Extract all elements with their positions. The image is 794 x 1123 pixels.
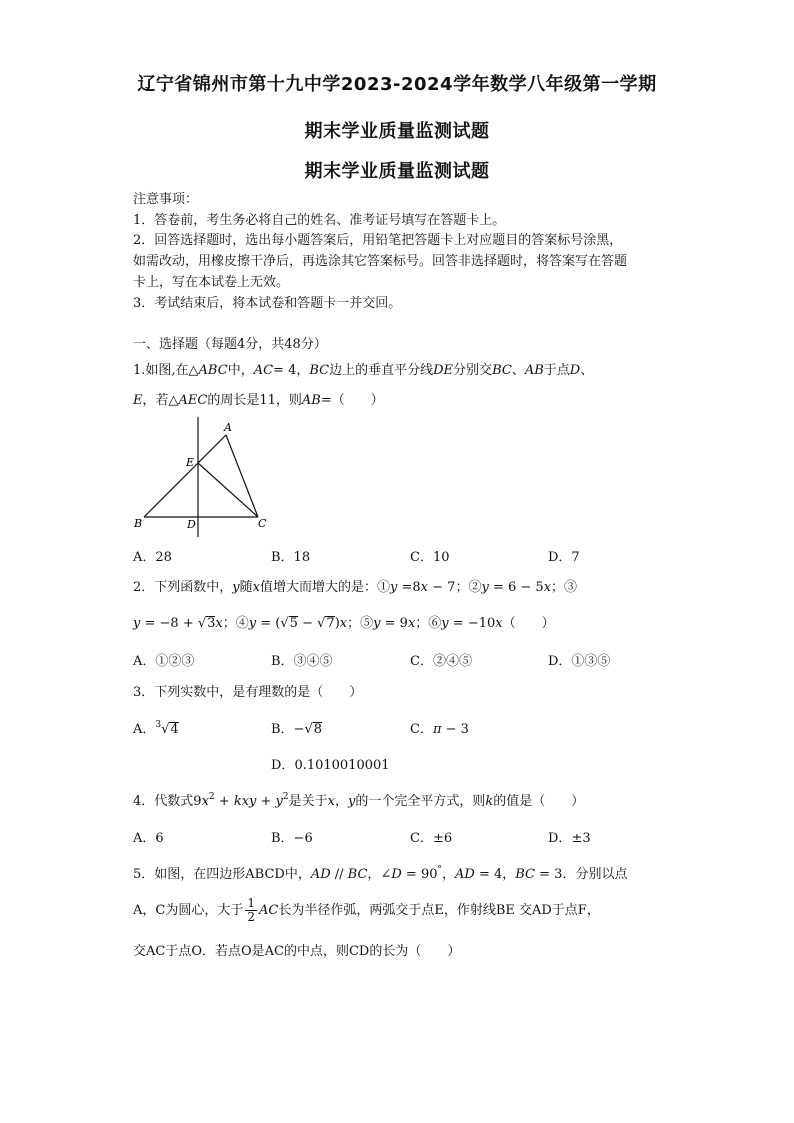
q2-option-c[interactable]: C．②④⑤ xyxy=(410,654,472,669)
notice-item-2a: 2．回答选择题时，选出每小题答案后，用铅笔把答题卡上对应题目的答案标号涂黑， xyxy=(133,233,623,248)
q1-triangle-figure xyxy=(130,415,280,540)
q1-option-c[interactable]: C．10 xyxy=(410,550,450,565)
q5-fraction: $\frac{1}{2}$ xyxy=(247,896,255,924)
label-C: C xyxy=(258,517,267,530)
label-D: D xyxy=(187,518,196,531)
q2-option-b[interactable]: B．③④⑤ xyxy=(271,654,333,669)
q2-option-d[interactable]: D．①③⑤ xyxy=(548,654,611,669)
exam-title-line3: 期末学业质量监测试题 xyxy=(304,161,490,182)
q5-line3: 交AC于点O．若点O是AC的中点，则CD的长为（ ） xyxy=(133,944,461,959)
q3-option-d[interactable]: D．0.1010010001 xyxy=(271,758,390,773)
q4-stem: 4．代数式$9x^2$ + kxy + $y^2$是关于x，y的一个完全平方式，则k的值是（ ） xyxy=(133,792,585,809)
label-B: B xyxy=(134,517,143,530)
q1-line2: E，若△AEC的周长是11，则AB=（ ） xyxy=(133,393,384,408)
label-E: E xyxy=(186,456,195,469)
notice-item-2c: 卡上，写在本试卷上无效。 xyxy=(133,275,290,290)
q3-stem: 3．下列实数中，是有理数的是（ ） xyxy=(133,685,363,700)
q1-option-a[interactable]: A．28 xyxy=(133,550,172,565)
label-A: A xyxy=(224,421,232,434)
q2-line2: y = −8 + √3x；④y = (√5 − √7)x；⑤y = 9x；⑥y = −10x（ ） xyxy=(133,616,555,631)
q1-line1: 1.如图,在△ABC中，AC= 4，BC边上的垂直平分线DE分别交BC、AB于点D、 xyxy=(133,363,594,378)
q1-option-b[interactable]: B．18 xyxy=(271,550,311,565)
section-heading: 一、选择题（每题4分，共48分） xyxy=(133,337,327,352)
q4-option-d[interactable]: D．±3 xyxy=(548,831,591,846)
q3-option-a[interactable]: A．$^3$√4 xyxy=(133,720,179,737)
q4-option-b[interactable]: B．−6 xyxy=(271,831,313,846)
q3-option-c[interactable]: C．π − 3 xyxy=(410,722,469,737)
exam-title-line2: 期末学业质量监测试题 xyxy=(304,121,490,142)
exam-title-line1: 辽宁省锦州市第十九中学2023-2024学年数学八年级第一学期 xyxy=(137,74,657,95)
q5-line1: 5．如图，在四边形ABCD中，AD // BC，∠D = 90°，AD = 4，BC = 3．分别以点 xyxy=(133,865,628,882)
notice-item-1: 1．答卷前，考生务必将自己的姓名、准考证号填写在答题卡上。 xyxy=(133,213,506,228)
q5-line2: A，C为圆心，大于 $\frac{1}{2}$ AC长为半径作弧，两弧交于点E，作射线BE 交AD于点F， xyxy=(133,896,600,924)
notice-heading: 注意事项： xyxy=(133,192,199,207)
q1-option-d[interactable]: D．7 xyxy=(548,550,580,565)
q3-option-b[interactable]: B．−√8 xyxy=(271,722,323,737)
q4-option-c[interactable]: C．±6 xyxy=(410,831,453,846)
notice-item-3: 3．考试结束后，将本试卷和答题卡一并交回。 xyxy=(133,296,402,311)
q2-line1: 2．下列函数中，y随x值增大而增大的是：①y =8x − 7；②y = 6 − 5x；③ xyxy=(133,580,578,595)
q4-option-a[interactable]: A．6 xyxy=(133,831,164,846)
notice-item-2b: 如需改动，用橡皮擦干净后，再选涂其它答案标号。回答非选择题时，将答案写在答题 xyxy=(133,254,628,269)
q2-option-a[interactable]: A．①②③ xyxy=(133,654,195,669)
